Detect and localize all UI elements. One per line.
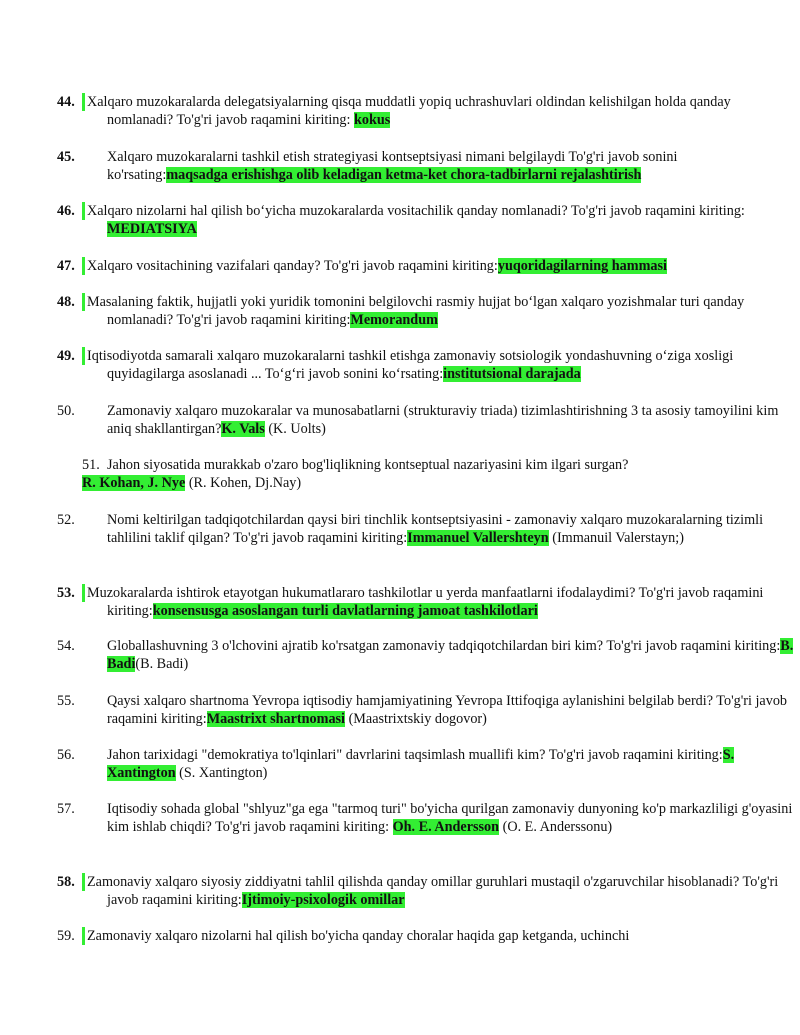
answer-highlight: yuqoridagilarning hammasi [497, 258, 667, 274]
question-47 [57, 257, 797, 275]
question-57 [57, 800, 797, 836]
answer-highlight: konsensusga asoslangan turli davlatlarning jamoat tashkilotlari [152, 603, 538, 619]
answer-highlight: Maastrixt shartnomasi [206, 711, 346, 727]
question-text: Jahon siyosatida murakkab o'zaro bog'liqlikning kontseptual nazariyasini kim ilgari surgan? [107, 457, 629, 473]
question-54 [57, 637, 797, 673]
question-text: Xalqaro nizolarni hal qilish bo‘yicha muzokaralarda vositachilik qanday nomlanadi? To'g'ri javob raqamini kiriting: [87, 203, 745, 219]
transliteration-note: (Maastrixtskiy dogovor) [345, 711, 487, 727]
question-number: 52. [57, 512, 75, 528]
question-49 [57, 347, 797, 383]
question-text: Qaysi xalqaro shartnoma Yevropa iqtisodiy hamjamiyatining Yevropa Ittifoqiga aylanishini belgilab berdi? To'g'ri javob raqamini kiriting: [107, 693, 788, 727]
question-number: 46. [82, 202, 85, 220]
answer-highlight: institutsional darajada [443, 366, 581, 382]
answer-highlight: R. Kohan, J. Nye [82, 475, 186, 491]
transliteration-note: (S. Xantington) [175, 765, 268, 781]
answer-highlight: kokus [353, 112, 391, 128]
question-55 [57, 692, 797, 728]
question-text: Masalaning faktik, hujjatli yoki yuridik tomonini belgilovchi rasmiy hujjat bo‘lgan xalqaro yozishmalar turi qanday nomlanadi? To'g'ri javob raqamini kiriting: [87, 294, 745, 328]
question-48 [57, 293, 797, 329]
question-text: Iqtisodiy sohada global "shlyuz"ga ega "tarmoq turi" bo'yicha qurilgan zamonaviy dunyoning ko'p markazliligi g'oyasini kim ishlab chiqdi? To'g'ri javob raqamini kiriting: [107, 801, 793, 835]
transliteration-note: (O. E. Anderssonu) [499, 819, 613, 835]
question-text: Globallashuvning 3 o'lchovini ajratib ko'rsatgan zamonaviy tadqiqotchilardan biri kim? To'g'ri javob raqamini kiriting: [107, 638, 781, 654]
question-number: 44. [82, 93, 85, 111]
transliteration-note: (R. Kohen, Dj.Nay) [185, 475, 302, 491]
answer-highlight: Immanuel Vallershteyn [407, 530, 549, 546]
question-45 [57, 148, 797, 184]
question-44 [57, 93, 797, 129]
question-53 [57, 584, 797, 620]
answer-highlight: B. Badi [107, 638, 794, 672]
answer-highlight: Oh. E. Andersson [392, 819, 500, 835]
question-52 [57, 511, 797, 547]
question-46 [57, 202, 797, 238]
question-number: 47. [82, 257, 85, 275]
answer-highlight: Ijtimoiy-psixologik omillar [241, 892, 405, 908]
question-number: 55. [57, 693, 75, 709]
question-text: Jahon tarixidagi "demokratiya to'lqinlari" davrlarini taqsimlash muallifi kim? To'g'ri javob raqamini kiriting: [107, 747, 723, 763]
question-number: 56. [57, 747, 75, 763]
question-number: 59. [82, 927, 85, 945]
question-text: Muzokaralarda ishtirok etayotgan hukumatlararo tashkilotlar u yerda manfaatlarni ifodalaydimi? To'g'ri javob raqamini kiriting: [87, 585, 764, 619]
question-51 [82, 456, 772, 492]
question-number: 57. [57, 801, 75, 817]
answer-highlight: K. Vals [221, 421, 265, 437]
question-number: 50. [57, 403, 75, 419]
answer-highlight: S. Xantington [107, 747, 735, 781]
question-number: 51. [82, 457, 100, 473]
transliteration-note: (Immanuil Valerstayn;) [548, 530, 684, 546]
answer-highlight: MEDIATSIYA [107, 221, 197, 237]
answer-highlight: Memorandum [350, 312, 438, 328]
question-number: 58. [82, 873, 85, 891]
question-number: 48. [82, 293, 85, 311]
question-58 [57, 873, 797, 909]
question-56 [57, 746, 797, 782]
transliteration-note: (B. Badi) [135, 656, 189, 672]
question-text: Iqtisodiyotda samarali xalqaro muzokaralarni tashkil etishga zamonaviy sotsiologik yondashuvning o‘ziga xosligi quyidagilarga asoslanadi ... To‘g‘ri javob sonini ko‘rsating: [87, 348, 734, 382]
answer-highlight: maqsadga erishishga olib keladigan ketma-ket chora-tadbirlarni rejalashtirish [166, 167, 642, 183]
question-number: 45. [57, 149, 75, 165]
question-text: Zamonaviy xalqaro muzokaralar va munosabatlarni (strukturaviy triada) tizimlashtirishning 3 ta asosiy tamoyilini kim aniq shakllantirgan? [107, 403, 779, 437]
question-number: 54. [57, 638, 75, 654]
question-number: 53. [82, 584, 85, 602]
question-59 [57, 927, 797, 945]
transliteration-note: (K. Uolts) [264, 421, 326, 437]
question-text: Xalqaro vositachining vazifalari qanday? To'g'ri javob raqamini kiriting: [87, 258, 498, 274]
question-number: 49. [82, 347, 85, 365]
question-text: Nomi keltirilgan tadqiqotchilardan qaysi biri tinchlik kontseptsiyasini - zamonaviy xalqaro muzokaralarning tizimli tahlilini taklif qilgan? To'g'ri javob raqamini kiriting: [107, 512, 764, 546]
question-50 [57, 402, 797, 438]
question-text: Zamonaviy xalqaro nizolarni hal qilish bo'yicha qanday choralar haqida gap ketganda, uchinchi [87, 928, 630, 944]
question-text: Zamonaviy xalqaro siyosiy ziddiyatni tahlil qilishda qanday omillar guruhlari mustaqil o'zgaruvchilar hisoblanadi? To'g'ri javob raqamini kiriting: [87, 874, 779, 908]
question-text: Xalqaro muzokaralarni tashkil etish strategiyasi kontseptsiyasi nimani belgilaydi To'g'ri javob sonini ko'rsating: [107, 149, 678, 183]
question-text: Xalqaro muzokaralarda delegatsiyalarning qisqa muddatli yopiq uchrashuvlari oldindan kelishilgan holda qanday nomlanadi? To'g'ri javob raqamini kiriting: [87, 94, 731, 128]
